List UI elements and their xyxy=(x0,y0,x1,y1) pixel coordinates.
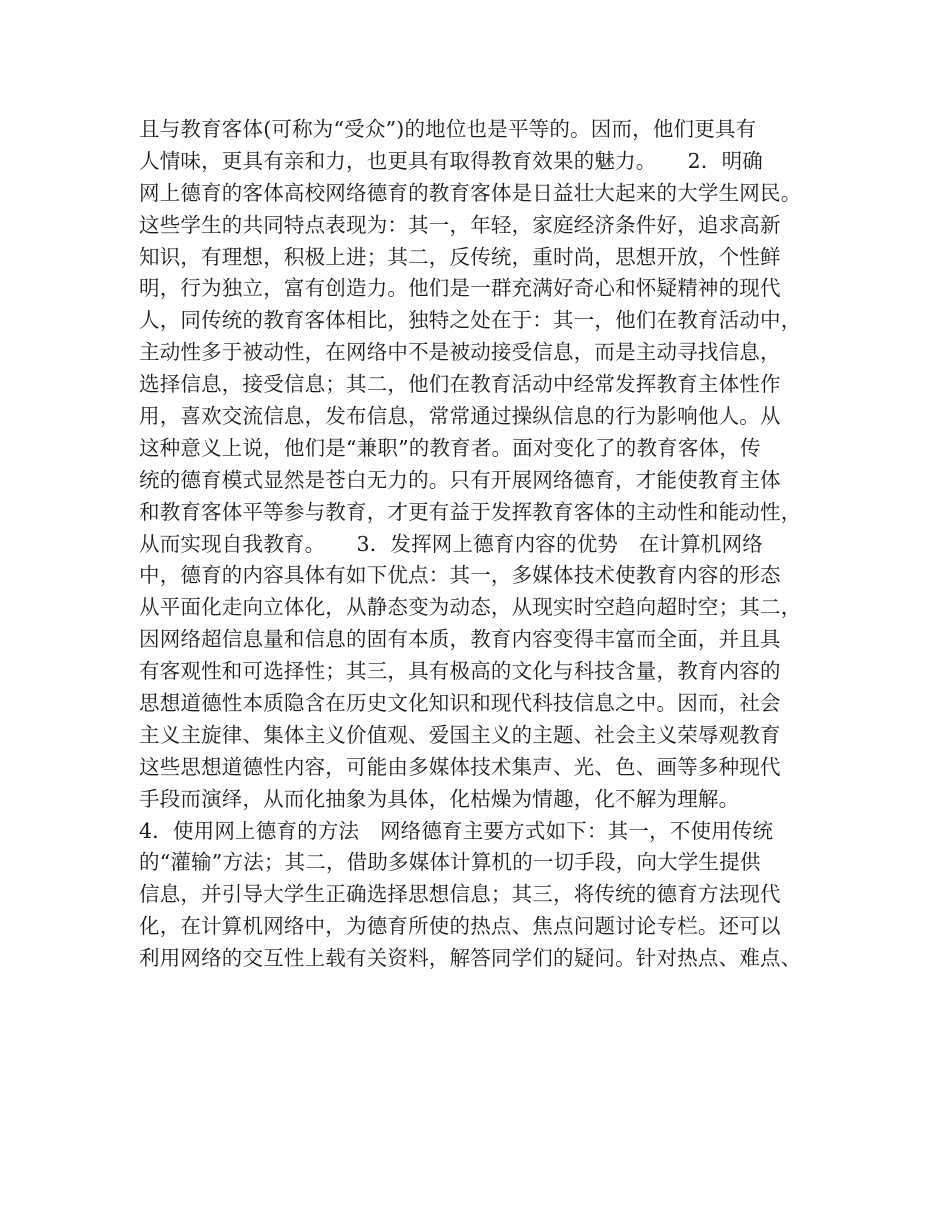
text-line: 选择信息，接受信息；其二，他们在教育活动中经常发挥教育主体性作 xyxy=(139,372,781,397)
text-line: 主义主旋律、集体主义价值观、爱国主义的主题、社会主义荣辱观教育 xyxy=(139,722,781,747)
text-line: 4．使用网上德育的方法 网络德育主要方式如下：其一，不使用传统 xyxy=(139,818,774,843)
text-line: 中，德育的内容具体有如下优点：其一，多媒体技术使教育内容的形态 xyxy=(139,563,781,588)
text-line: 化，在计算机网络中，为德育所使的热点、焦点问题讨论专栏。还可以 xyxy=(139,914,781,939)
text-line: 统的德育模式显然是苍白无力的。只有开展网络德育，才能使教育主体 xyxy=(139,467,781,492)
text-line: 手段而演绎，从而化抽象为具体，化枯燥为情趣，化不解为理解。 xyxy=(139,786,740,811)
text-line: 从而实现自我教育。 3．发挥网上德育内容的优势 在计算机网络 xyxy=(139,531,763,556)
text-line: 人情味，更具有亲和力，也更具有取得教育效果的魅力。 2．明确 xyxy=(139,148,763,173)
body-text xyxy=(139,114,829,975)
text-line: 和教育客体平等参与教育，才更有益于发挥教育客体的主动性和能动性， xyxy=(139,499,802,524)
text-line: 信息，并引导大学生正确选择思想信息；其三，将传统的德育方法现代 xyxy=(139,882,781,907)
text-line: 网上德育的客体高校网络德育的教育客体是日益壮大起来的大学生网民。 xyxy=(139,180,802,205)
text-line: 的“灌输”方法；其二，借助多媒体计算机的一切手段，向大学生提供 xyxy=(139,850,761,875)
text-line: 人，同传统的教育客体相比，独特之处在于：其一，他们在教育活动中， xyxy=(139,308,802,333)
text-line: 有客观性和可选择性；其三，具有极高的文化与科技含量，教育内容的 xyxy=(139,659,781,684)
text-line: 主动性多于被动性，在网络中不是被动接受信息，而是主动寻找信息， xyxy=(139,340,781,365)
text-line: 利用网络的交互性上载有关资料，解答同学们的疑问。针对热点、难点、 xyxy=(139,946,802,971)
text-line: 明，行为独立，富有创造力。他们是一群充满好奇心和怀疑精神的现代 xyxy=(139,276,781,301)
text-line: 因网络超信息量和信息的固有本质，教育内容变得丰富而全面，并且具 xyxy=(139,627,781,652)
text-line: 思想道德性本质隐含在历史文化知识和现代科技信息之中。因而，社会 xyxy=(139,691,781,716)
text-line: 这些学生的共同特点表现为：其一，年轻，家庭经济条件好，追求高新 xyxy=(139,212,781,237)
text-line: 知识，有理想，积极上进；其二，反传统，重时尚，思想开放，个性鲜 xyxy=(139,244,781,269)
text-line: 且与教育客体(可称为“受众”)的地位也是平等的。因而，他们更具有 xyxy=(139,117,757,141)
text-line: 这些思想道德性内容，可能由多媒体技术集声、光、色、画等多种现代 xyxy=(139,754,781,779)
text-line: 用，喜欢交流信息，发布信息，常常通过操纵信息的行为影响他人。从 xyxy=(139,404,781,429)
text-line: 从平面化走向立体化，从静态变为动态，从现实时空趋向超时空；其二， xyxy=(139,595,802,620)
text-line: 这种意义上说，他们是“兼职”的教育者。面对变化了的教育客体，传 xyxy=(139,435,761,460)
